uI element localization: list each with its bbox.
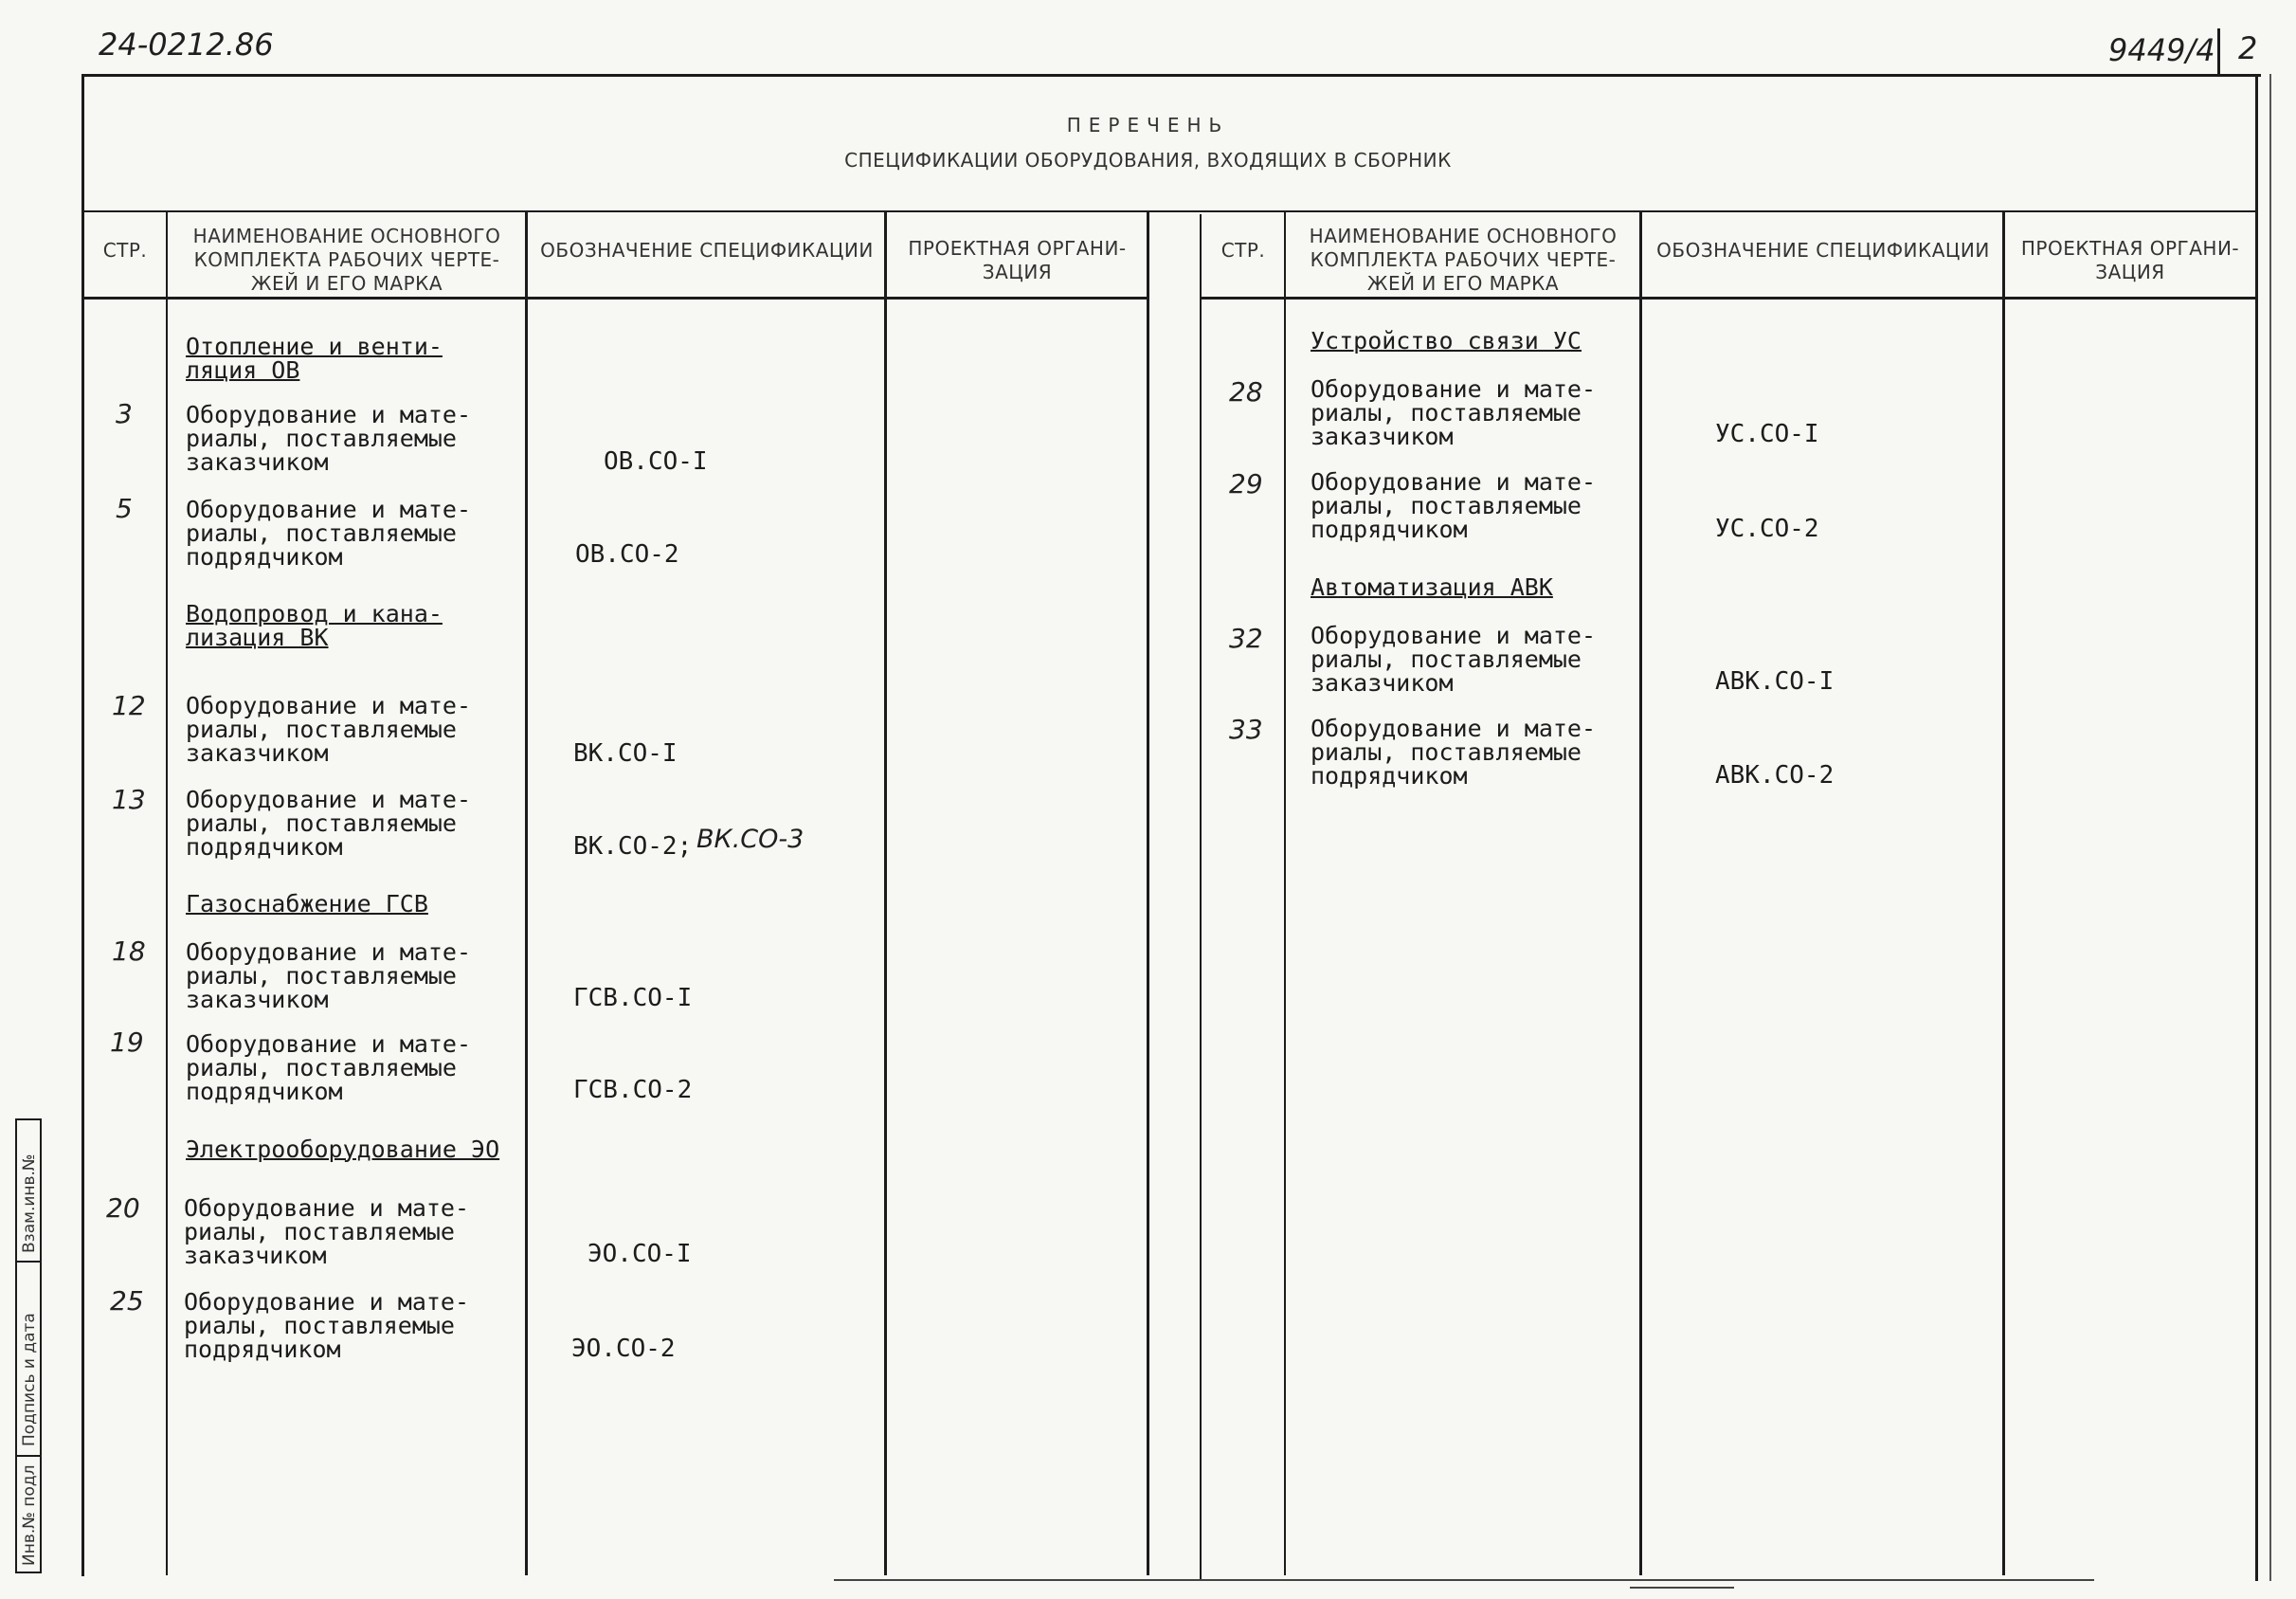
document-code: 24-0212.86 <box>99 27 274 63</box>
stamp-bottom <box>15 1572 42 1573</box>
stamp-top <box>15 1118 42 1120</box>
stamp-right <box>40 1118 42 1573</box>
row-spec-code: АВК.СО-2 <box>1715 761 1835 790</box>
stamp-divider-1 <box>15 1261 42 1263</box>
row-name: Оборудование и мате- риалы, поставляемые заказчиком <box>1311 375 1597 450</box>
row-name: Оборудование и мате- риалы, поставляемые подрядчиком <box>184 1288 470 1363</box>
right-header-bottom <box>1200 297 2255 300</box>
page-number: 2 <box>2238 30 2258 66</box>
row-page: 33 <box>1229 714 1263 745</box>
right-header-page: СТР. <box>1220 239 1266 262</box>
section-title-vk: Водопровод и кана- лизация ВК <box>186 600 443 651</box>
section-title-gsv: Газоснабжение ГСВ <box>186 890 428 918</box>
row-name: Оборудование и мате- риалы, поставляемые подрядчиком <box>186 1030 472 1105</box>
album-number: 9449/4 <box>2108 32 2215 68</box>
right-table-left-border <box>1200 214 1202 1579</box>
row-name: Оборудование и мате- риалы, поставляемые подрядчиком <box>186 496 472 571</box>
row-spec-code: УС.СО-2 <box>1715 515 1819 543</box>
stamp-sign-date: Подпись и дата <box>20 1313 39 1446</box>
left-header-bottom <box>81 297 1148 300</box>
frame-top <box>81 74 2261 77</box>
bottom-mark <box>1630 1587 1734 1589</box>
row-page: 29 <box>1229 468 1263 500</box>
stamp-divider-2 <box>15 1455 42 1457</box>
row-name: Оборудование и мате- риалы, поставляемые заказчиком <box>186 401 472 476</box>
frame-right <box>2255 74 2258 1581</box>
row-name: Оборудование и мате- риалы, поставляемые подрядчиком <box>1311 715 1597 790</box>
row-spec-code: ГСВ.СО-2 <box>573 1076 693 1104</box>
left-col-page-line <box>166 210 168 1575</box>
section-title-ov: Отопление и венти- ляция ОВ <box>186 333 443 384</box>
section-title-eo: Электрооборудование ЭО <box>186 1136 500 1163</box>
row-page: 25 <box>110 1285 144 1317</box>
row-page: 12 <box>112 690 146 721</box>
right-header-spec: ОБОЗНАЧЕНИЕ СПЕЦИФИКАЦИИ <box>1656 239 1990 262</box>
left-col-spec-line <box>884 210 887 1575</box>
row-spec-code: ВК.СО-2; <box>573 832 693 861</box>
row-page: 18 <box>112 936 146 967</box>
row-spec-code: ОВ.СО-2 <box>575 540 679 569</box>
right-header-org: ПРОЕКТНАЯ ОРГАНИ- ЗАЦИЯ <box>2020 237 2240 283</box>
row-page: 5 <box>116 493 133 524</box>
stamp-left <box>15 1118 17 1573</box>
row-page: 32 <box>1229 623 1263 654</box>
left-header-name: НАИМЕНОВАНИЕ ОСНОВНОГО КОМПЛЕКТА РАБОЧИХ ЧЕРТЕ- ЖЕЙ И ЕГО МАРКА <box>192 225 501 295</box>
row-name: Оборудование и мате- риалы, поставляемые заказчиком <box>184 1194 470 1269</box>
left-col-name-line <box>525 210 528 1575</box>
row-name: Оборудование и мате- риалы, поставляемые заказчиком <box>1311 622 1597 697</box>
row-name: Оборудование и мате- риалы, поставляемые заказчиком <box>186 692 472 767</box>
page-box-divider <box>2217 28 2220 76</box>
row-page: 19 <box>110 1027 144 1058</box>
row-name: Оборудование и мате- риалы, поставляемые подрядчиком <box>1311 468 1597 543</box>
row-spec-code-handwritten: ВК.СО-3 <box>696 825 805 854</box>
row-spec-code: ГСВ.СО-I <box>573 984 693 1012</box>
frame-right-outer <box>2269 74 2271 1581</box>
row-spec-code: УС.СО-I <box>1715 420 1819 448</box>
row-name: Оборудование и мате- риалы, поставляемые подрядчиком <box>186 786 472 861</box>
section-title-us: Устройство связи УС <box>1311 327 1582 354</box>
row-page: 3 <box>116 398 133 429</box>
bottom-line <box>834 1579 2094 1581</box>
left-header-org: ПРОЕКТНАЯ ОРГАНИ- ЗАЦИЯ <box>908 237 1127 283</box>
row-spec-code: ЭО.СО-2 <box>571 1335 676 1363</box>
stamp-inv-replace: Взам.инв.№ <box>20 1154 39 1253</box>
right-header-name: НАИМЕНОВАНИЕ ОСНОВНОГО КОМПЛЕКТА РАБОЧИХ ЧЕРТЕ- ЖЕЙ И ЕГО МАРКА <box>1309 225 1618 295</box>
table-top-line <box>81 210 2256 212</box>
stamp-inv-orig: Инв.№ подл <box>20 1464 39 1566</box>
row-name: Оборудование и мате- риалы, поставляемые заказчиком <box>186 938 472 1013</box>
row-page: 13 <box>112 784 146 815</box>
right-col-page-line <box>1284 210 1286 1575</box>
right-col-spec-line <box>2002 210 2005 1575</box>
left-col-org-line <box>1147 210 1149 1575</box>
row-spec-code: ОВ.СО-I <box>604 447 708 476</box>
left-header-page: СТР. <box>102 239 148 262</box>
section-title-avk: Автоматизация АВК <box>1311 573 1553 601</box>
right-col-name-line <box>1639 210 1642 1575</box>
document-subtitle: СПЕЦИФИКАЦИИ ОБОРУДОВАНИЯ, ВХОДЯЩИХ В СБОРНИК <box>844 149 1452 172</box>
row-page: 28 <box>1229 376 1263 408</box>
row-spec-code: ЭО.СО-I <box>588 1240 692 1268</box>
row-spec-code: АВК.СО-I <box>1715 667 1835 696</box>
row-spec-code: ВК.СО-I <box>573 739 678 768</box>
row-page: 20 <box>106 1192 140 1224</box>
left-header-spec: ОБОЗНАЧЕНИЕ СПЕЦИФИКАЦИИ <box>540 239 874 262</box>
document-title: ПЕРЕЧЕНЬ <box>1066 114 1230 136</box>
